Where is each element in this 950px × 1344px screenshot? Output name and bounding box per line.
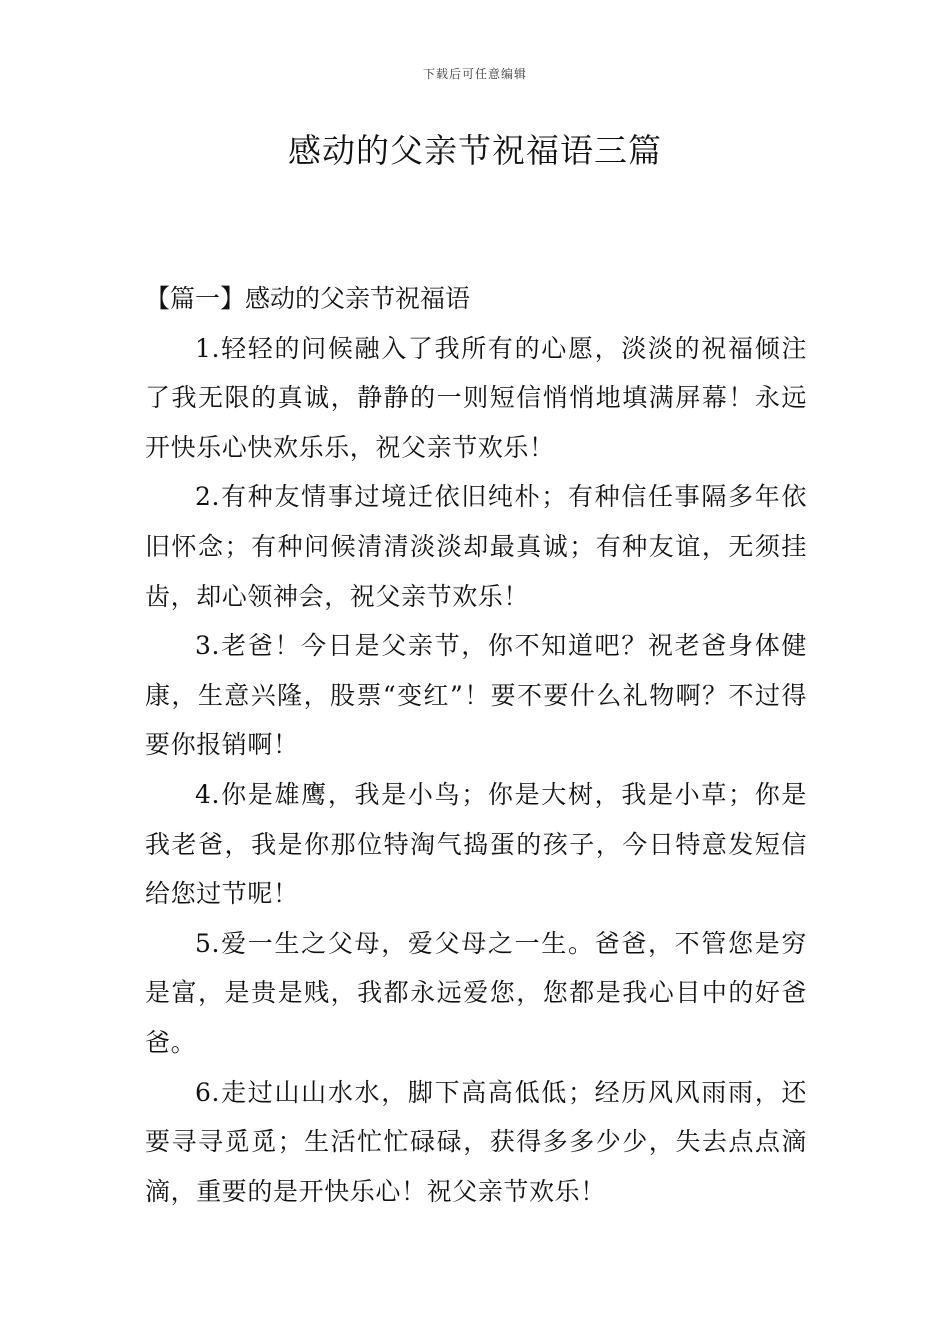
header-note: 下载后可任意编辑: [422, 67, 527, 81]
document-title: 感动的父亲节祝福语三篇: [288, 131, 662, 170]
blessing-item-1: 1.轻轻的问候融入了我所有的心愿，淡淡的祝福倾注了我无限的真诚，静静的一则短信悄悄地填满屏幕！永远开快乐心快欢乐乐，祝父亲节欢乐！: [145, 333, 807, 462]
blessing-item-3: 3.老爸！今日是父亲节，你不知道吧？祝老爸身体健康，生意兴隆，股票“变红”！要不要什么礼物啊？不过得要你报销啊！: [145, 631, 807, 760]
document-body: [145, 274, 807, 1216]
blessing-item-2: 2.有种友情事过境迁依旧纯朴；有种信任事隔多年依旧怀念；有种问候清清淡淡却最真诚；有种友谊，无须挂齿，却心领神会，祝父亲节欢乐！: [145, 482, 807, 611]
section-heading: 【篇一】感动的父亲节祝福语: [145, 284, 471, 313]
blessing-item-6: 6.走过山山水水，脚下高高低低；经历风风雨雨，还要寻寻觅觅；生活忙忙碌碌，获得多多少少，失去点点滴滴，重要的是开快乐心！祝父亲节欢乐！: [145, 1077, 807, 1206]
blessing-item-4: 4.你是雄鹰，我是小鸟；你是大树，我是小草；你是我老爸，我是你那位特淘气捣蛋的孩子，今日特意发短信给您过节呢！: [145, 779, 807, 909]
blessing-item-5: 5.爱一生之父母，爱父母之一生。爸爸，不管您是穷是富，是贵是贱，我都永远爱您，您都是我心目中的好爸爸。: [145, 928, 807, 1057]
